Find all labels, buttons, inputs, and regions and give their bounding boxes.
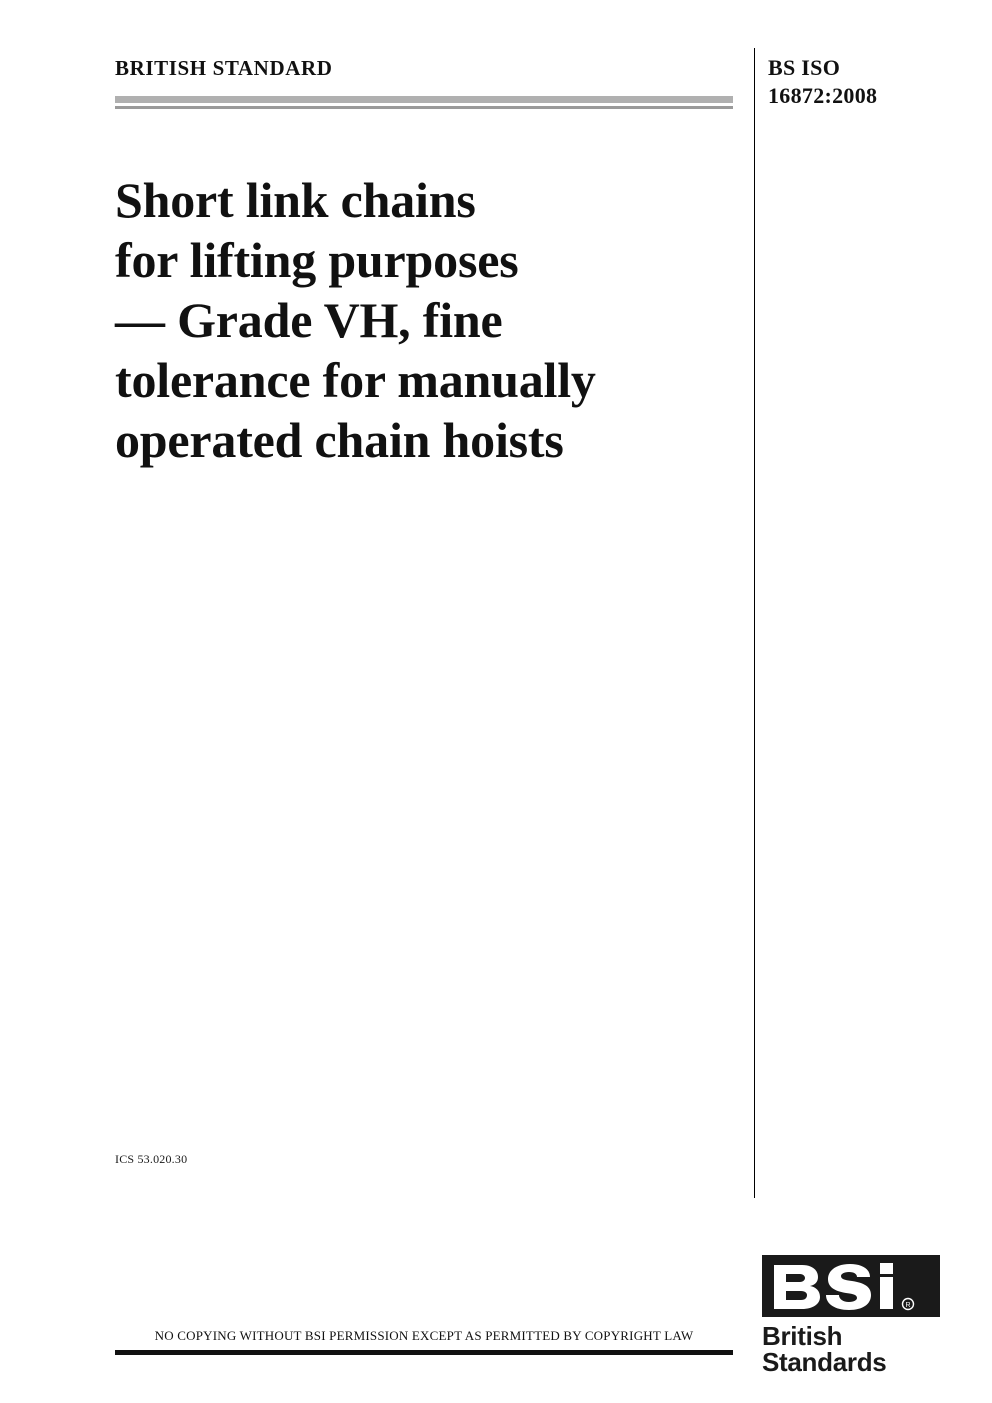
document-number-line-1: BS ISO xyxy=(768,55,841,80)
bsi-wordmark: British Standards xyxy=(762,1321,887,1377)
copyright-notice: NO COPYING WITHOUT BSI PERMISSION EXCEPT AS PERMITTED BY COPYRIGHT LAW xyxy=(154,1328,694,1343)
page-title xyxy=(115,170,745,470)
footer-rule xyxy=(115,1350,733,1355)
ics-code: ICS 53.020.30 xyxy=(115,1152,188,1166)
page-title-line-5: operated chain hoists xyxy=(115,412,564,468)
header-rule-thin xyxy=(115,106,733,109)
page-title-line-2: for lifting purposes xyxy=(115,232,519,288)
publication-type-label: BRITISH STANDARD xyxy=(115,56,333,80)
header-rule-thick xyxy=(115,96,733,103)
page-title-line-1: Short link chains xyxy=(115,172,476,228)
page-title-line-3: — Grade VH, fine xyxy=(115,292,503,348)
vertical-divider xyxy=(754,48,755,1198)
bsi-logo xyxy=(762,1255,942,1375)
svg-text:R: R xyxy=(905,1302,911,1309)
document-number xyxy=(768,54,877,110)
header-rule-group xyxy=(115,96,733,109)
document-number-line-2: 16872:2008 xyxy=(768,83,878,109)
bsi-logo-icon xyxy=(762,1255,940,1317)
page-title-line-4: tolerance for manually xyxy=(115,352,596,408)
